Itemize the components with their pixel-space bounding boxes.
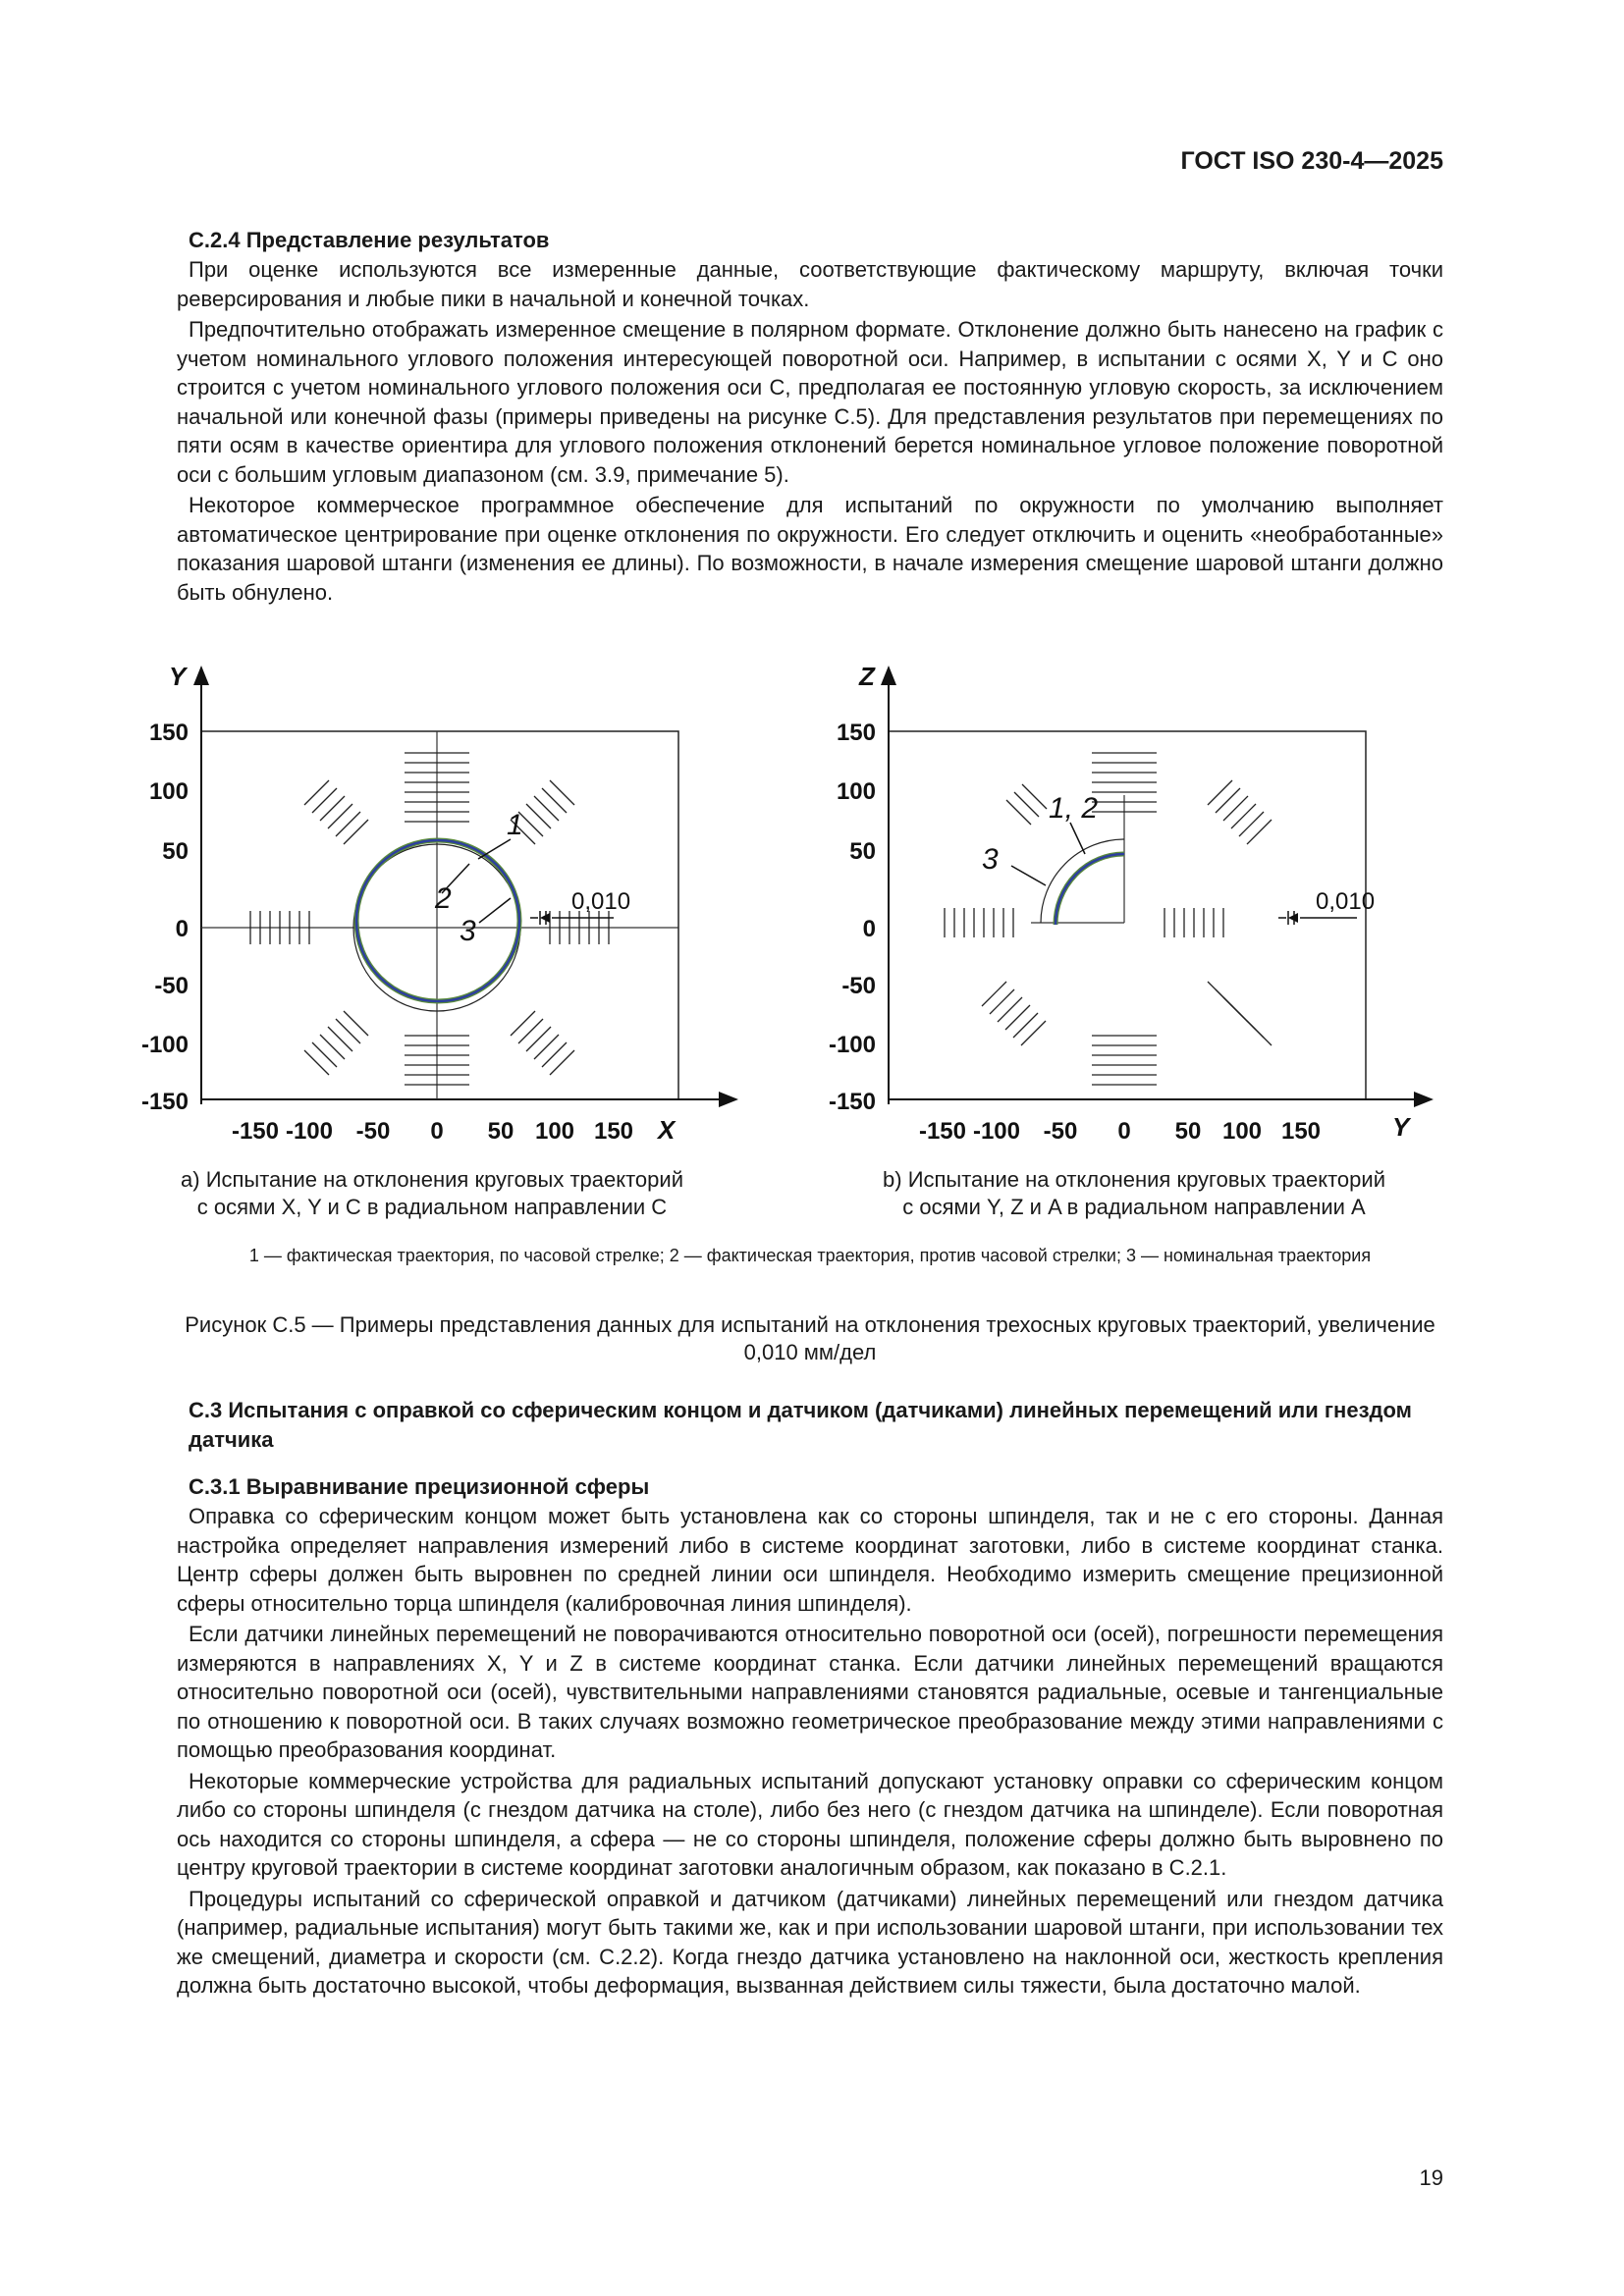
y-tick-label: -50 — [841, 973, 876, 999]
chart-panel-b — [828, 658, 1443, 1168]
y-tick-label: -150 — [140, 1089, 189, 1115]
y-tick-label: -50 — [154, 973, 189, 999]
callout-label-3: 3 — [460, 915, 476, 947]
measured-trajectory-cw — [356, 840, 519, 1001]
x-tick-label: -150 — [918, 1118, 967, 1145]
y-tick-label: 50 — [162, 838, 189, 865]
subcaption-b-line1: b) Испытание на отклонения круговых траекторий — [883, 1167, 1385, 1192]
section-title: C.3.1 Выравнивание прецизионной сферы — [189, 1474, 650, 1499]
y-tick-label: -150 — [828, 1089, 876, 1115]
document-id-header: ГОСТ ISO 230-4—2025 — [1180, 147, 1443, 175]
y-tick-label: 0 — [862, 916, 876, 942]
x-tick-label: 150 — [593, 1118, 634, 1145]
chart-panel-a — [140, 658, 756, 1168]
paragraph: Предпочтительно отображать измеренное смещение в полярном формате. Отклонение должно быть нанесено на график с учетом номинального углового положения интересующей поворотной оси. Например, в испытании с осями X, Y и C оно строится с учетом номинального углового положения оси C, предполагая ее постоянную угловую скорость, за исключением начальной или конечной фазы (примеры приведены на рисунке C.5). Для представления результатов при перемещениях по пяти осям в качестве ориентира для углового положения отклонений берется номинальное угловое положение поворотной оси с большим угловым диапазоном (см. 3.9, примечание 5). — [177, 317, 1443, 487]
page-number: 19 — [1419, 2165, 1443, 2190]
y-tick-label: 150 — [836, 720, 876, 746]
paragraph: При оценке используются все измеренные данные, соответствующие фактическому маршруту, включая точки реверсирования и любые пики в начальной и конечной точках. — [177, 257, 1443, 311]
callout-label-12: 1, 2 — [1049, 792, 1099, 825]
y-tick-label: 50 — [849, 838, 876, 865]
x-tick-label: -100 — [285, 1118, 334, 1145]
measured-trajectory-line — [1056, 854, 1124, 925]
y-tick-label: 100 — [148, 778, 189, 805]
y-tick-label: 0 — [175, 916, 189, 942]
subcaption-a-line1: a) Испытание на отклонения круговых траекторий — [181, 1167, 683, 1192]
section-c24 — [177, 226, 1443, 607]
x-axis-label: X — [658, 1115, 676, 1145]
subcaption-b — [815, 1166, 1453, 1221]
y-tick-label: 150 — [148, 720, 189, 746]
x-tick-label: -50 — [1043, 1118, 1078, 1145]
x-tick-label: -100 — [972, 1118, 1021, 1145]
subcaption-a-line2: с осями X, Y и C в радиальном направлении C — [196, 1195, 668, 1219]
x-axis-label: Y — [1392, 1112, 1410, 1142]
section-c3 — [177, 1396, 1443, 1455]
paragraph: Если датчики линейных перемещений не поворачиваются относительно поворотной оси (осей), погрешности перемещения измеряются в направлениях X, Y и Z в системе координат станка. Если датчики линейных перемещений вращаются относительно поворотной оси (осей), чувствительными направлениями становятся радиальные, осевые и тангенциальные по отношению к поворотной оси. В таких случаях возможно геометрическое преобразование между этими направлениями с помощью преобразования координат. — [177, 1622, 1443, 1762]
x-tick-label: 150 — [1280, 1118, 1322, 1145]
y-tick-label: 100 — [836, 778, 876, 805]
nominal-trajectory — [1041, 839, 1124, 923]
x-tick-label: -150 — [231, 1118, 280, 1145]
figure-legend: 1 — фактическая траектория, по часовой стрелке; 2 — фактическая траектория, против часовой стрелки; 3 — номинальная траектория — [248, 1246, 1372, 1265]
section-title: C.3 Испытания с оправкой со сферическим концом и датчиком (датчиками) линейных перемещений или гнездом датчика — [189, 1398, 1412, 1452]
x-tick-label: -50 — [355, 1118, 391, 1145]
paragraph: Некоторые коммерческие устройства для радиальных испытаний допускают установку оправки со сферическим концом либо со стороны шпинделя (с гнездом датчика на столе), либо без него (с гнездом датчика на шпинделе). Если поворотная ось находится со стороны шпинделя, а сфера — не со стороны шпинделя, положение сферы должно быть выровнено по центру круговой траектории в системе координат заготовки аналогичным образом, как показано в C.2.1. — [177, 1768, 1443, 1880]
scale-label: 0,010 — [1316, 888, 1376, 915]
y-tick-label: -100 — [140, 1032, 189, 1058]
section-title: C.2.4 Представление результатов — [189, 228, 550, 252]
y-axis-label: Z — [859, 662, 875, 691]
callout-label-3: 3 — [982, 843, 999, 876]
x-tick-label: 50 — [1174, 1118, 1202, 1145]
x-tick-label: 0 — [430, 1118, 444, 1145]
x-tick-label: 100 — [1221, 1118, 1263, 1145]
scale-label: 0,010 — [571, 888, 631, 915]
x-tick-label: 0 — [1117, 1118, 1131, 1145]
paragraph: Процедуры испытаний со сферической оправкой и датчиком (датчиками) линейных перемещений или гнездом датчика (например, радиальные испытания) могут быть такими же, как и при использовании шаровой штанги, при использовании тех же смещений, диаметра и скорости (см. C.2.2). Когда гнездо датчика установлено на наклонной оси, жесткость крепления должна быть достаточно высокой, чтобы деформация, вызванная действием силы тяжести, была достаточно малой. — [177, 1886, 1443, 1998]
y-tick-label: -100 — [828, 1032, 876, 1058]
subcaption-b-line2: с осями Y, Z и A в радиальном направлении A — [902, 1195, 1366, 1219]
figure-caption: Рисунок C.5 — Примеры представления данных для испытаний на отклонения трехосных круговых траекторий, увеличение 0,010 мм/дел — [185, 1312, 1435, 1364]
paragraph: Некоторое коммерческое программное обеспечение для испытаний по окружности по умолчанию выполняет автоматическое центрирование при оценке отклонения по окружности. Его следует отключить и оценить «необработанные» показания шаровой штанги (изменения ее длины). По возможности, в начале измерения смещение шаровой штанги должно быть обнулено. — [177, 493, 1443, 605]
callout-label-2: 2 — [435, 882, 452, 915]
y-axis-label: Y — [169, 662, 187, 691]
x-tick-label: 100 — [534, 1118, 575, 1145]
callout-label-1: 1 — [507, 809, 523, 841]
section-c31 — [177, 1472, 1443, 2001]
subcaption-a — [113, 1166, 751, 1221]
paragraph: Оправка со сферическим концом может быть установлена как со стороны шпинделя, так и не с его стороны. Данная настройка определяет направления измерений либо в системе координат заготовки, либо в системе координат станка. Центр сферы должен быть выровнен по средней линии оси шпинделя. Необходимо измерить смещение прецизионной сферы относительно торца шпинделя (калибровочная линия шпинделя). — [177, 1504, 1443, 1616]
x-tick-label: 50 — [487, 1118, 514, 1145]
